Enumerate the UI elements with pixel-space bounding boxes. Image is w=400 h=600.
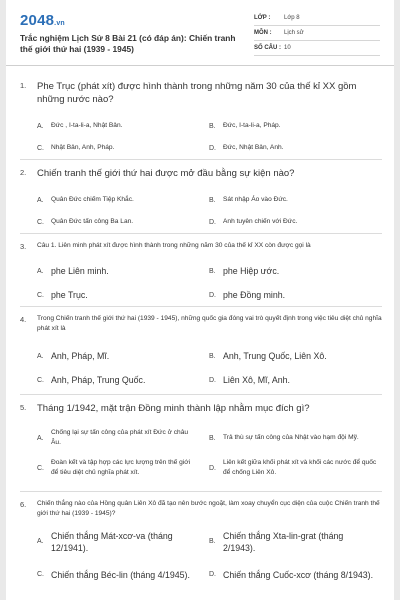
option-d[interactable]: D. Chiến thắng Cuốc-xcơ (tháng 8/1943). bbox=[209, 569, 374, 580]
question-5 bbox=[20, 402, 382, 483]
question-6 bbox=[20, 499, 382, 591]
divider bbox=[20, 394, 382, 395]
document-header bbox=[6, 0, 394, 66]
question-number: 2. bbox=[20, 168, 27, 177]
option-c[interactable]: C. Nhật Bản, Anh, Pháp. bbox=[37, 144, 115, 152]
document-meta bbox=[254, 12, 380, 57]
question-number: 1. bbox=[20, 81, 27, 90]
question-text: Trong Chiến tranh thế giới thứ hai (1939 - 1945), những quốc gia đóng vai trò quyết định trong việc tiêu diệt chủ nghĩa phát xít là bbox=[37, 315, 382, 332]
option-a[interactable]: A. Chống lại sự tấn công của phát xít Đức ở châu Âu. bbox=[37, 429, 189, 446]
question-2 bbox=[20, 167, 382, 233]
option-b[interactable]: B. Trả thù sự tấn công của Nhật vào hạm đội Mỹ. bbox=[209, 434, 359, 442]
option-a[interactable]: A. Đức , I-ta-li-a, Nhật Bản. bbox=[37, 122, 123, 130]
site-logo[interactable]: 2048.vn bbox=[20, 12, 65, 29]
option-b[interactable]: B. Sát nhập Áo vào Đức. bbox=[209, 196, 288, 204]
option-c[interactable]: C. phe Trục. bbox=[37, 290, 88, 300]
option-a[interactable]: A. phe Liên minh. bbox=[37, 266, 109, 276]
question-3 bbox=[20, 241, 382, 307]
document-page bbox=[6, 0, 394, 600]
option-a[interactable]: A. Quân Đức chiếm Tiệp Khắc. bbox=[37, 196, 134, 204]
question-text: Chiến tranh thế giới thứ hai được mở đầu bằng sự kiện nào? bbox=[37, 168, 295, 179]
option-c[interactable]: C. Quân Đức tấn công Ba Lan. bbox=[37, 218, 134, 226]
option-a[interactable]: A. Anh, Pháp, Mĩ. bbox=[37, 351, 110, 361]
divider bbox=[20, 233, 382, 234]
option-b[interactable]: B. Chiến thắng Xta-lin-grat (tháng 2/1943). bbox=[209, 530, 344, 553]
option-c[interactable]: C. Đoàn kết và tập hợp các lực lượng trên thế giới để tiêu diệt chủ nghĩa phát xít. bbox=[37, 459, 191, 476]
option-d[interactable]: D. Đức, Nhật Bản, Anh. bbox=[209, 144, 284, 152]
divider bbox=[20, 159, 382, 160]
meta-question-count: SỐ CÂU : 10 bbox=[254, 42, 380, 56]
meta-class: LỚP : Lớp 8 bbox=[254, 12, 380, 26]
option-c[interactable]: C. Anh, Pháp, Trung Quốc. bbox=[37, 375, 146, 385]
question-text: Câu 1. Liên minh phát xít được hình thành trong những năm 30 của thế kỉ XX còn được gọi là bbox=[37, 242, 311, 249]
question-text: Chiến thắng nào của Hồng quân Liên Xô đã tạo nên bước ngoặt, làm xoay chuyển cục diện của cuộc Chiến tranh thế giới thứ hai (1939 - 1945)? bbox=[37, 500, 380, 517]
option-b[interactable]: B. Anh, Trung Quốc, Liên Xô. bbox=[209, 351, 327, 361]
option-d[interactable]: D. Anh tuyên chiến với Đức. bbox=[209, 218, 298, 226]
question-number: 3. bbox=[20, 242, 27, 251]
question-1 bbox=[20, 80, 382, 159]
divider bbox=[20, 306, 382, 307]
document-title: Trắc nghiệm Lịch Sử 8 Bài 21 (có đáp án): Chiến tranh thế giới thứ hai (1939 - 1945) bbox=[20, 33, 236, 54]
question-text: Phe Trục (phát xít) được hình thành trong những năm 30 của thế kỉ XX gồm những nước nào? bbox=[37, 81, 357, 105]
question-text: Tháng 1/1942, mặt trận Đồng minh thành lập nhằm mục đích gì? bbox=[37, 403, 310, 414]
option-b[interactable]: B. Đức, I-ta-li-a, Pháp. bbox=[209, 122, 281, 130]
option-c[interactable]: C. Chiến thắng Béc-lin (tháng 4/1945). bbox=[37, 569, 190, 580]
question-number: 5. bbox=[20, 403, 27, 412]
option-a[interactable]: A. Chiến thắng Mát-xcơ-va (tháng 12/1941). bbox=[37, 530, 173, 553]
option-d[interactable]: D. Liên Xô, Mĩ, Anh. bbox=[209, 375, 290, 385]
meta-subject: MÔN : Lịch sử bbox=[254, 27, 380, 41]
option-d[interactable]: D. Liên kết giữa khối phát xít và khối các nước để quốc để chống Liên Xô. bbox=[209, 459, 377, 476]
question-number: 4. bbox=[20, 315, 27, 324]
question-4 bbox=[20, 314, 382, 392]
option-b[interactable]: B. phe Hiệp ước. bbox=[209, 266, 280, 276]
divider bbox=[20, 491, 382, 492]
question-number: 6. bbox=[20, 500, 27, 509]
option-d[interactable]: D. phe Đồng minh. bbox=[209, 290, 286, 300]
